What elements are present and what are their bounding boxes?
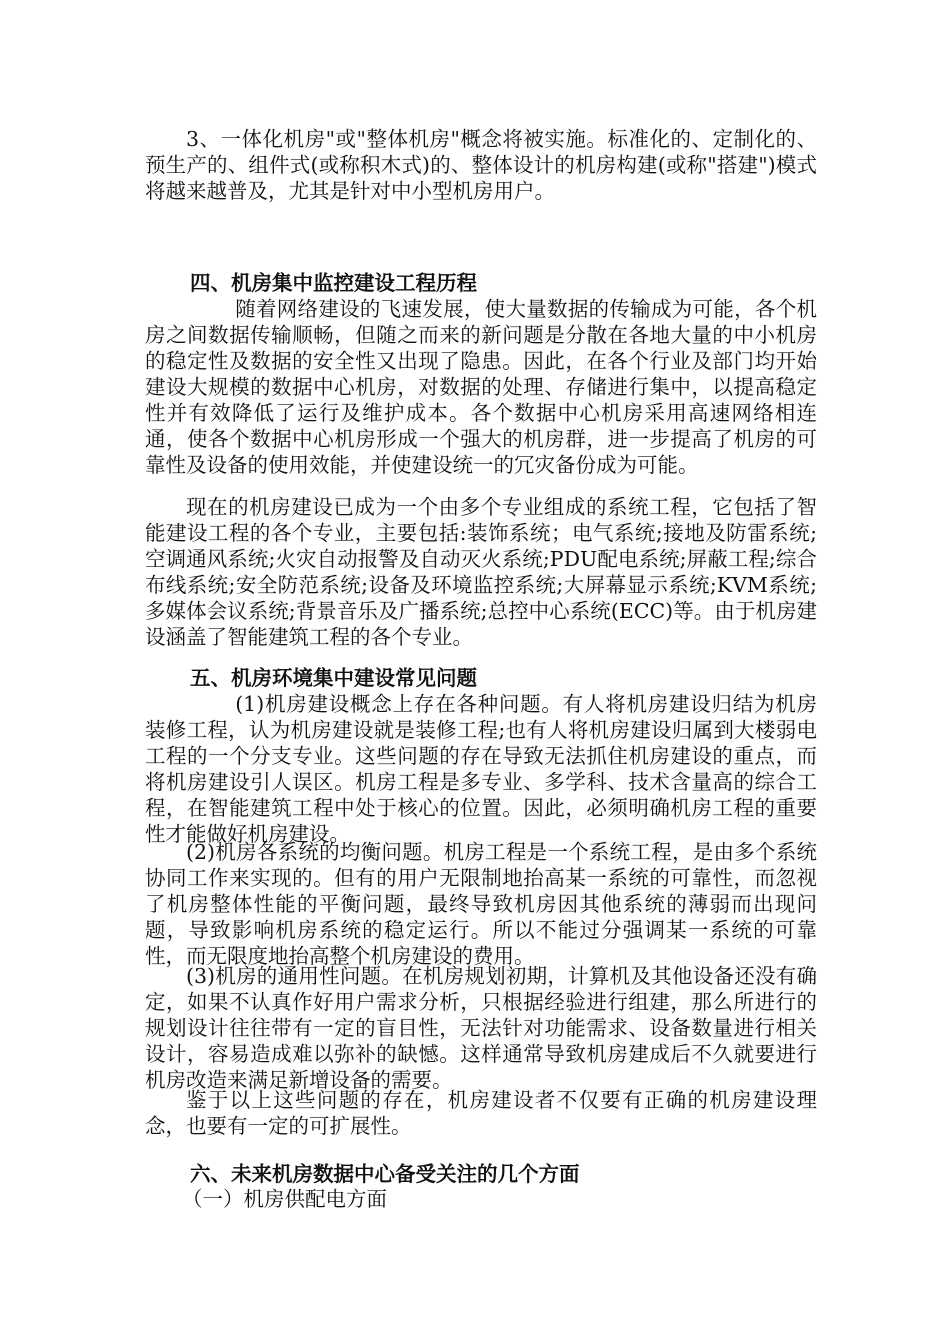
paragraph-problem-2: (2)机房各系统的均衡问题。机房工程是一个系统工程，是由多个系统协同工作来实现的。但有的用户无限制地抬高某一系统的可靠性，而忽视了机房整体性能的平衡问题，最终导致机房因其他系统的薄弱而出现问题，导致影响机房系统的稳定运行。所以不能过分强调某一系统的可靠性，而无限度地抬高整个机房建设的费用。: [145, 840, 817, 968]
section-heading-6: 六、未来机房数据中心备受关注的几个方面: [190, 1162, 580, 1186]
paragraph-problem-3: (3)机房的通用性问题。在机房规划初期，计算机及其他设备还没有确定，如果不认真作好用户需求分析，只根据经验进行组建，那么所进行的规划设计往往带有一定的盲目性，无法针对功能需求、设备数量进行相关设计，容易造成难以弥补的缺憾。这样通常导致机房建成后不久就要进行机房改造来满足新增设备的需要。: [145, 964, 817, 1092]
subsection-heading-power: （一）机房供配电方面: [182, 1187, 387, 1211]
paragraph-problem-1: (1)机房建设概念上存在各种问题。有人将机房建设归结为机房装修工程，认为机房建设就是装修工程;也有人将机房建设归属到大楼弱电工程的一个分支专业。这些问题的存在导致无法抓住机房建设的重点，而将机房建设引人误区。机房工程是多专业、多学科、技术含量高的综合工程，在智能建筑工程中处于核心的位置。因此，必须明确机房工程的重要性才能做好机房建设。: [145, 692, 817, 846]
paragraph-network-development: 随着网络建设的飞速发展，使大量数据的传输成为可能，各个机房之间数据传输顺畅，但随之而来的新问题是分散在各地大量的中小机房的稳定性及数据的安全性又出现了隐患。因此，在各个行业及部门均开始建设大规模的数据中心机房，对数据的处理、存储进行集中，以提高稳定性并有效降低了运行及维护成本。各个数据中心机房采用高速网络相连通，使各个数据中心机房形成一个强大的机房群，进一步提高了机房的可靠性及设备的使用效能，并使建设统一的冗灾备份成为可能。: [145, 297, 817, 477]
paragraph-system-engineering: 现在的机房建设已成为一个由多个专业组成的系统工程，它包括了智能建设工程的各个专业，主要包括:装饰系统；电气系统;接地及防雷系统;空调通风系统;火灾自动报警及自动灭火系统;PDU配电系统;屏蔽工程;综合布线系统;安全防范系统;设备及环境监控系统;大屏幕显示系统;KVM系统;多媒体会议系统;背景音乐及广播系统;总控中心系统(ECC)等。由于机房建设涵盖了智能建筑工程的各个专业。: [145, 495, 817, 649]
paragraph-integrated-room: 3、一体化机房"或"整体机房"概念将被实施。标准化的、定制化的、预生产的、组件式(或称积木式)的、整体设计的机房构建(或称"搭建")模式将越来越普及，尤其是针对中小型机房用户。: [145, 127, 817, 203]
section-heading-4: 四、机房集中监控建设工程历程: [190, 271, 477, 295]
section-heading-5: 五、机房环境集中建设常见问题: [190, 666, 477, 690]
paragraph-conclusion: 鉴于以上这些问题的存在，机房建设者不仅要有正确的机房建设理念，也要有一定的可扩展性。: [145, 1088, 817, 1138]
